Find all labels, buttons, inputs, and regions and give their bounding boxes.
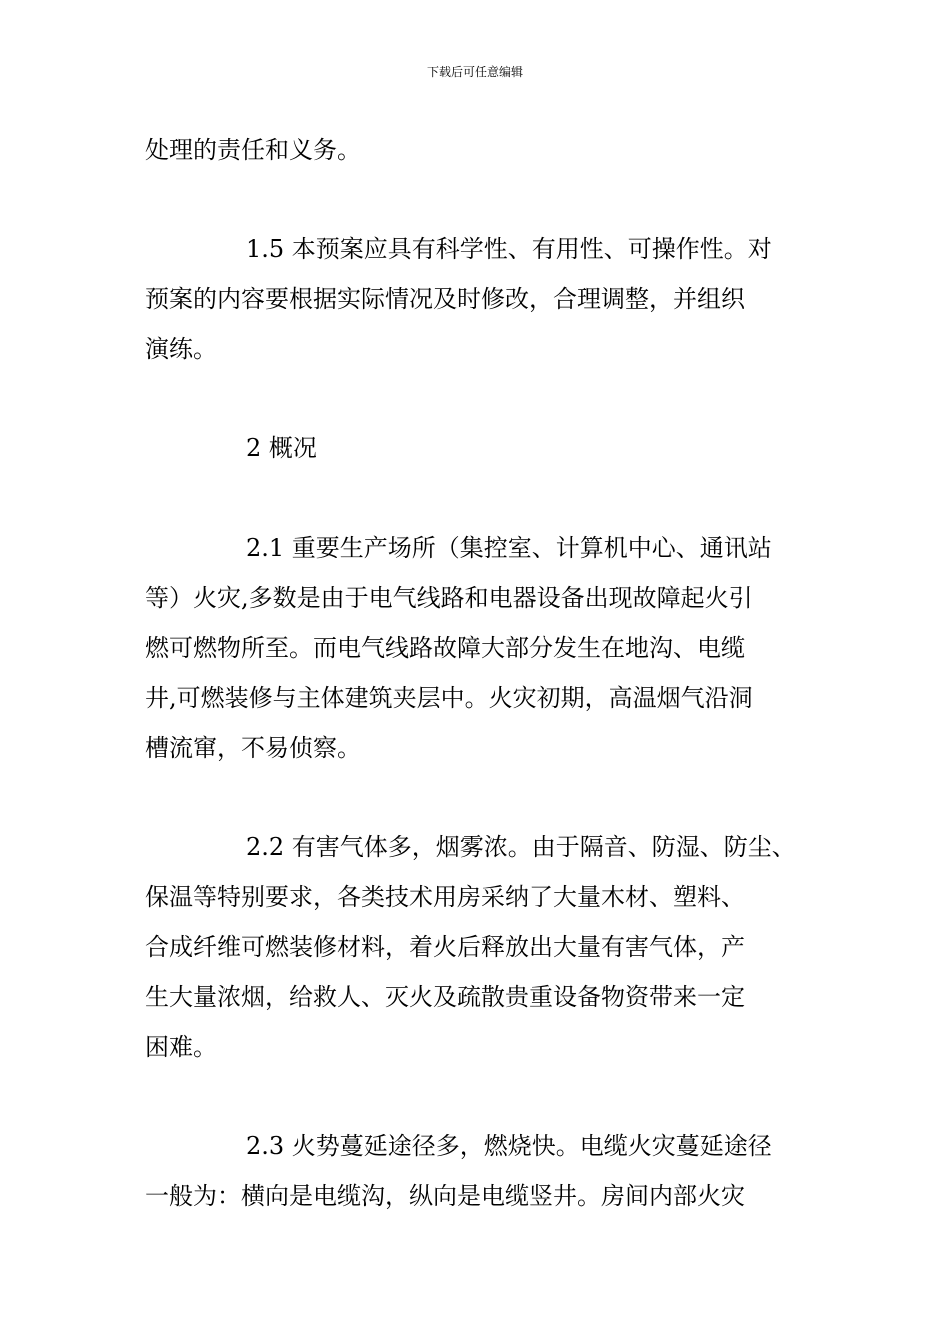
text-line: 预案的内容要根据实际情况及时修改，合理调整，并组织 (145, 285, 745, 313)
text-line: 处理的责任和义务。 (145, 136, 361, 164)
text-line: 1.5 本预案应具有科学性、有用性、可操作性。对 (246, 235, 772, 263)
text-line: 困难。 (145, 1033, 217, 1061)
text-line: 合成纤维可燃装修材料，着火后释放出大量有害气体，产 (145, 933, 745, 961)
text-line: 生大量浓烟，给救人、灭火及疏散贵重设备物资带来一定 (145, 983, 745, 1011)
text-line: 燃可燃物所至。而电气线路故障大部分发生在地沟、电缆 (145, 634, 745, 662)
text-line: 一般为：横向是电缆沟，纵向是电缆竖井。房间内部火灾 (145, 1182, 745, 1210)
text-line: 2.2 有害气体多，烟雾浓。由于隔音、防湿、防尘、 (246, 833, 796, 861)
text-line: 2.3 火势蔓延途径多，燃烧快。电缆火灾蔓延途径 (246, 1132, 772, 1160)
text-line: 等）火灾,多数是由于电气线路和电器设备出现故障起火引 (145, 584, 753, 612)
section-heading-2 (145, 423, 810, 473)
paragraph-2-1 (145, 523, 810, 773)
page-header: 下载后可任意编辑 (426, 65, 523, 79)
paragraph-2-2 (145, 822, 810, 1072)
text-line: 井,可燃装修与主体建筑夹层中。火灾初期，高温烟气沿洞 (145, 684, 753, 712)
text-line: 槽流窜，不易侦察。 (145, 734, 361, 762)
paragraph-2-3 (145, 1121, 810, 1221)
text-line: 演练。 (145, 335, 217, 363)
text-line: 保温等特别要求，各类技术用房采纳了大量木材、塑料、 (145, 883, 745, 911)
paragraph-1-5 (145, 224, 810, 374)
text-line: 2.1 重要生产场所（集控室、计算机中心、通讯站 (246, 534, 772, 562)
paragraph-continuation (145, 125, 810, 175)
section-title: 2 概况 (246, 434, 317, 462)
